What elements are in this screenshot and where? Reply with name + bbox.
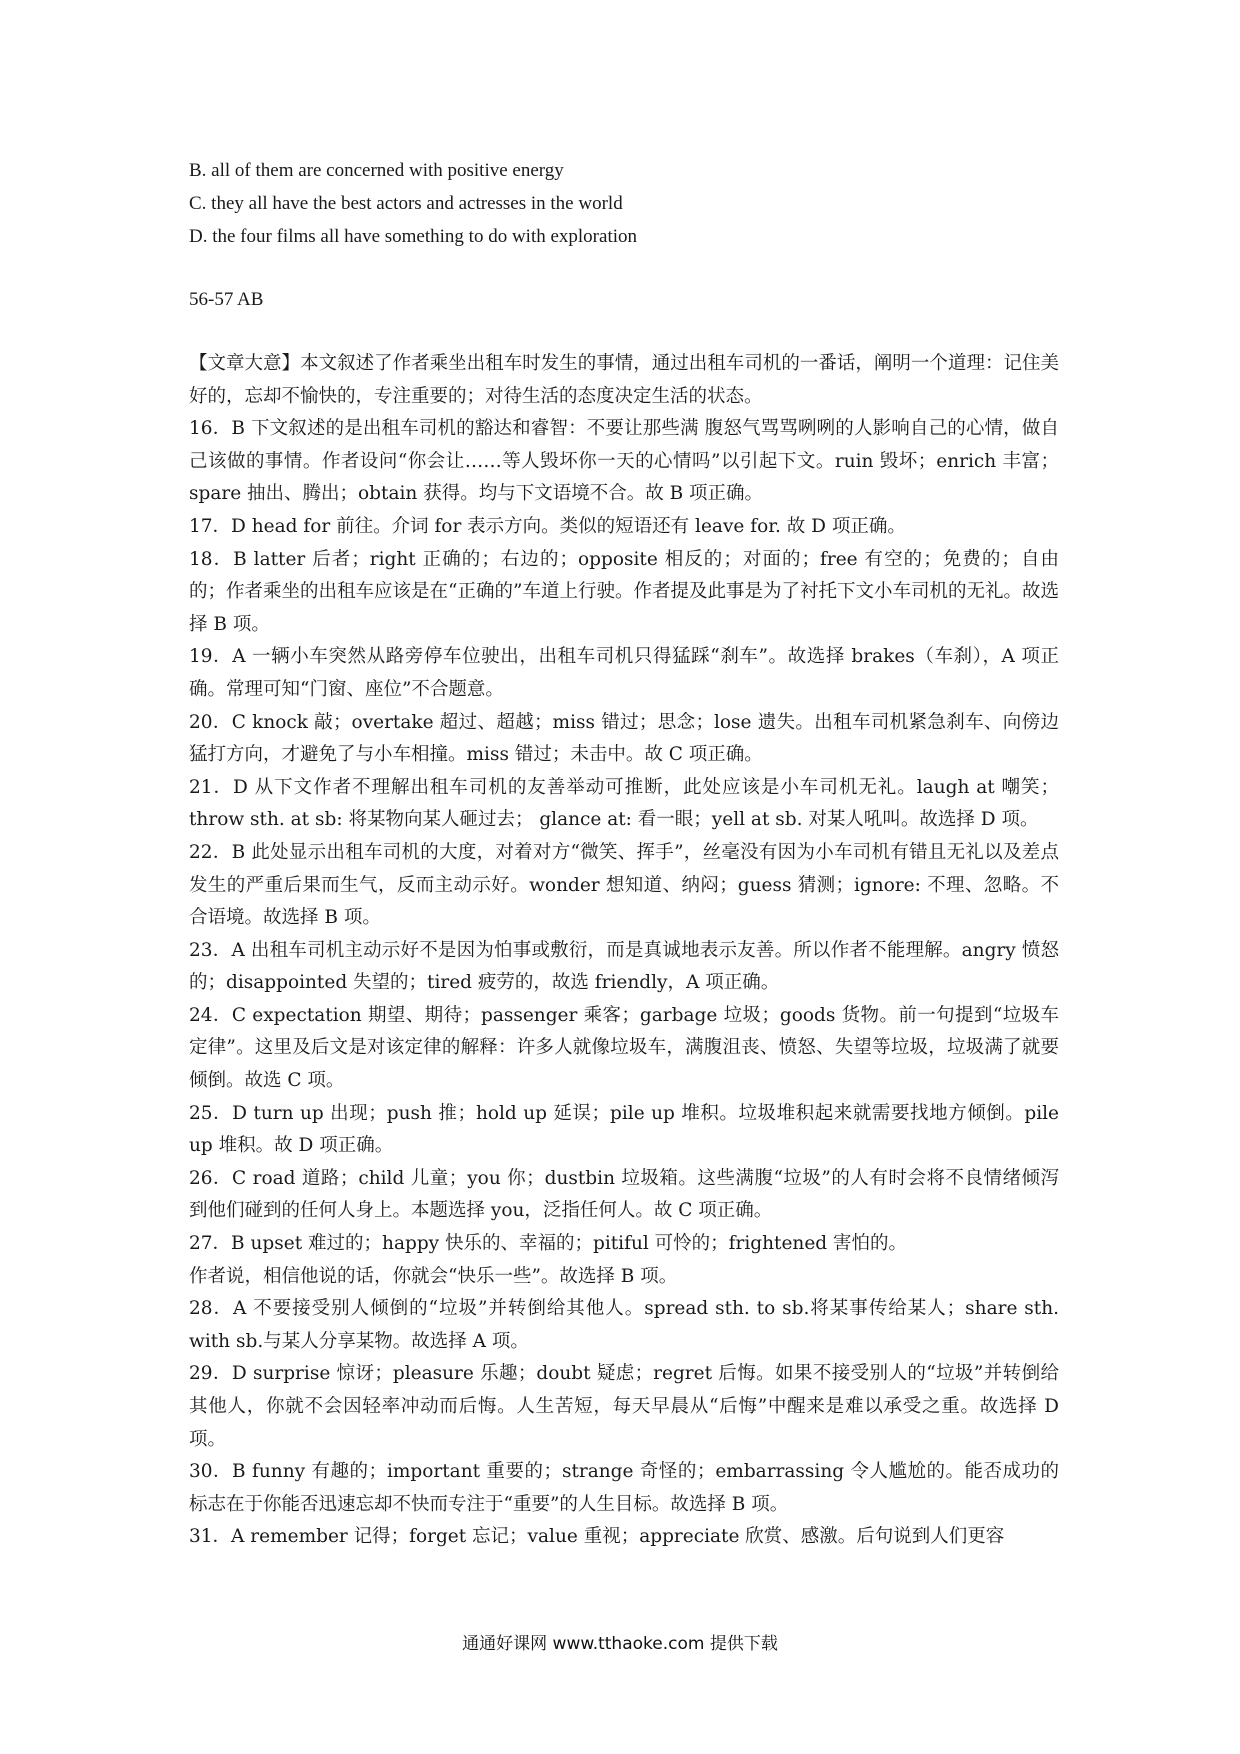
explanation-30: 30．B funny 有趣的；important 重要的；strange 奇怪的；embarrassing 令人尴尬的。能否成功的标志在于你能否迅速忘却不快而专注于“重要”的人生目标。故选择 B 项。	[189, 1461, 1059, 1515]
explanation-20: 20．C knock 敲；overtake 超过、超越；miss 错过；思念；lose 遗失。出租车司机紧急刹车、向傍边猛打方向，才避免了与小车相撞。miss 错过；未击中。故 C 项正确。	[189, 711, 1059, 766]
explanation-body	[189, 348, 1059, 1554]
explanation-19: 19．A 一辆小车突然从路旁停车位驶出，出租车司机只得猛踩“刹车”。故选择 brakes（车刹），A 项正确。常理可知“门窗、座位”不合题意。	[189, 646, 1059, 700]
answer-options	[189, 154, 1069, 253]
article-summary: 【文章大意】本文叙述了作者乘坐出租车时发生的事情，通过出租车司机的一番话，阐明一个道理：记住美好的，忘却不愉快的，专注重要的；对待生活的态度决定生活的状态。	[189, 353, 1059, 407]
explanation-29: 29．D surprise 惊讶；pleasure 乐趣；doubt 疑虑；regret 后悔。如果不接受别人的“垃圾”并转倒给其他人，你就不会因轻率冲动而后悔。人生苦短，每天早晨从“后悔”中醒来是难以承受之重。故选择 D 项。	[189, 1363, 1059, 1450]
option-d: D. the four films all have something to do with exploration	[189, 226, 638, 247]
option-b: B. all of them are concerned with positive energy	[189, 160, 564, 181]
explanation-27-cont: 作者说，相信他说的话，你就会“快乐一些”。故选择 B 项。	[189, 1265, 678, 1287]
explanation-21: 21．D 从下文作者不理解出租车司机的友善举动可推断，此处应该是小车司机无礼。laugh at 嘲笑；throw sth. at sb: 将某物向某人砸过去； glance at: 看一眼；yell at sb. 对某人吼叫。故选择 D 项。	[189, 776, 1059, 831]
explanation-27: 27．B upset 难过的；happy 快乐的、幸福的；pitiful 可怜的；frightened 害怕的。	[189, 1233, 907, 1255]
explanation-18: 18．B latter 后者；right 正确的；右边的；opposite 相反的；对面的；free 有空的；免费的；自由的；作者乘坐的出租车应该是在“正确的”车道上行驶。作者提及此事是为了衬托下文小车司机的无礼。故选择 B 项。	[189, 548, 1059, 635]
explanation-23: 23．A 出租车司机主动示好不是因为怕事或敷衍，而是真诚地表示友善。所以作者不能理解。angry 愤怒的；disappointed 失望的；tired 疲劳的，故选 friendly，A 项正确。	[189, 939, 1059, 994]
page-footer: 通通好课网 www.tthaoke.com 提供下载	[462, 1634, 778, 1654]
explanation-16: 16．B 下文叙述的是出租车司机的豁达和睿智：不要让那些满 腹怒气骂骂咧咧的人影响自己的心情，做自己该做的事情。作者设问“你会让……等人毁坏你一天的心情吗”以引起下文。ruin 毁坏；enrich 丰富；spare 抽出、腾出；obtain 获得。均与下文语境不合。故 B 项正确。	[189, 418, 1059, 505]
option-c: C. they all have the best actors and actresses in the world	[189, 193, 623, 214]
explanation-22: 22．B 此处显示出租车司机的大度，对着对方“微笑、挥手”，丝毫没有因为小车司机有错且无礼以及差点发生的严重后果而生气，反而主动示好。wonder 想知道、纳闷；guess 猜测；ignore: 不理、忽略。不合语境。故选择 B 项。	[189, 841, 1059, 929]
explanation-24: 24．C expectation 期望、期待；passenger 乘客；garbage 垃圾；goods 货物。前一句提到“垃圾车定律”。这里及后文是对该定律的解释：许多人就像垃圾车，满腹沮丧、愤怒、失望等垃圾，垃圾满了就要倾倒。故选 C 项。	[189, 1004, 1059, 1092]
explanation-31: 31．A remember 记得；forget 忘记；value 重视；appreciate 欣赏、感激。后句说到人们更容	[189, 1526, 1005, 1548]
explanation-25: 25．D turn up 出现；push 推；hold up 延误；pile up 堆积。垃圾堆积起来就需要找地方倾倒。pile up 堆积。故 D 项正确。	[189, 1102, 1059, 1157]
answer-key: 56-57 AB	[189, 289, 264, 310]
explanation-26: 26．C road 道路；child 儿童；you 你；dustbin 垃圾箱。这些满腹“垃圾”的人有时会将不良情绪倾泻到他们碰到的任何人身上。本题选择 you，泛指任何人。故 C 项正确。	[189, 1167, 1059, 1222]
explanation-17: 17．D head for 前往。介词 for 表示方向。类似的短语还有 leave for. 故 D 项正确。	[189, 515, 906, 537]
explanation-28: 28．A 不要接受别人倾倒的“垃圾”并转倒给其他人。spread sth. to sb.将某事传给某人；share sth. with sb.与某人分享某物。故选择 A 项。	[189, 1298, 1059, 1352]
